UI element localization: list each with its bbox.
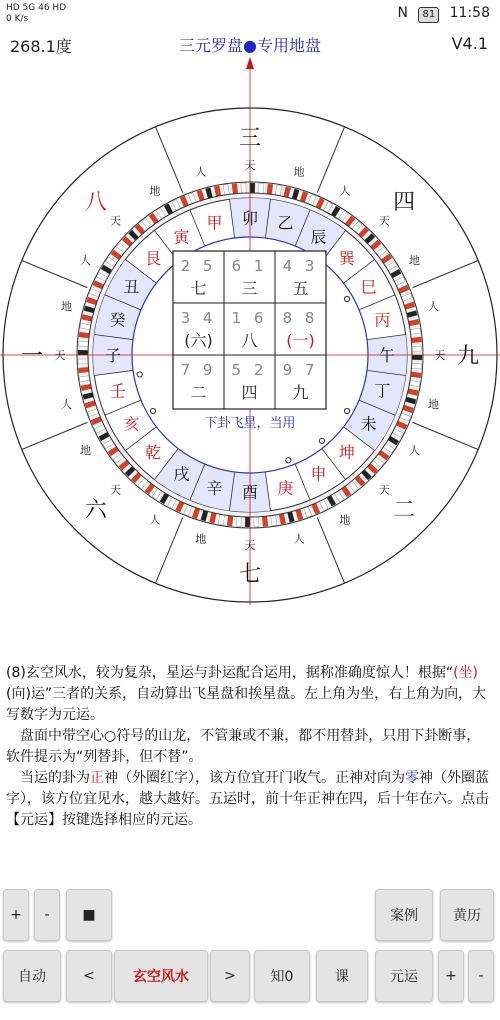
grid-stars: 3 4: [180, 309, 217, 327]
mountain-label: 卯: [241, 209, 259, 228]
mountain-label: 癸: [109, 310, 126, 330]
outer-sub-label: 天: [244, 159, 256, 172]
outer-sub-label: 地: [60, 299, 72, 313]
checker-tick: [78, 359, 88, 364]
increase-button[interactable]: +: [438, 950, 464, 1002]
prev-button[interactable]: <: [66, 950, 112, 1002]
grid-stars: 9 7: [282, 361, 319, 379]
calendar-button[interactable]: 黄历: [440, 889, 494, 941]
status-bar: [0, 0, 500, 30]
signal-text: HD 5G 46 HD: [6, 3, 67, 13]
needle-arrow-icon: [246, 57, 254, 69]
grid-period-number: 三: [241, 279, 258, 298]
outer-sub-label: 人: [195, 165, 207, 179]
mountain-label: 巳: [360, 277, 377, 297]
outer-sub-label: 人: [293, 532, 305, 546]
grid-period-number: (六): [184, 331, 213, 350]
outer-palace-number: 一: [20, 344, 44, 369]
mountain-label: 酉: [241, 483, 259, 502]
grid-caption: 下卦飞星，当用: [204, 416, 296, 431]
description-text: [6, 663, 494, 831]
network-speed: 0 K/s: [6, 14, 29, 24]
mountain-label: 寅: [173, 227, 190, 247]
checker-tick: [78, 350, 88, 355]
checker-tick: [250, 183, 255, 193]
mountain-label: 乾: [145, 442, 162, 462]
zoom-out-button[interactable]: -: [34, 889, 60, 941]
mountain-label: 未: [360, 414, 377, 434]
grid-stars: 1 6: [231, 309, 268, 327]
clock: 11:58: [449, 5, 490, 21]
mountain-label: 戌: [173, 464, 190, 484]
mountain-label: 乙: [277, 213, 294, 233]
mode-button[interactable]: 玄空风水: [114, 950, 208, 1002]
sector-divider: [155, 127, 182, 193]
checker-tick: [78, 341, 88, 346]
grid-period-number: (一): [286, 331, 315, 350]
outer-palace-number: 三: [238, 126, 262, 151]
hollow-mark: [344, 408, 349, 413]
outer-sub-label: 人: [339, 184, 351, 198]
sector-divider: [22, 260, 88, 287]
grid-stars: 8 8: [282, 309, 319, 327]
outer-sub-label: 地: [293, 165, 305, 179]
signal-indicators: [6, 3, 66, 25]
mountain-label: 丑: [123, 277, 140, 297]
outer-sub-label: 地: [149, 184, 161, 198]
mountain-label: 辛: [206, 478, 223, 498]
grid-period-number: 五: [292, 279, 309, 298]
sector-divider: [317, 518, 344, 584]
outer-sub-label: 天: [244, 539, 256, 552]
sector-divider: [317, 127, 344, 193]
checker-tick: [411, 337, 421, 343]
battery-icon: 81: [418, 7, 439, 23]
yuanyun-button[interactable]: 元运: [375, 950, 433, 1002]
title-bar: [0, 32, 500, 56]
decrease-button[interactable]: -: [468, 950, 494, 1002]
mountain-label: 坤: [338, 442, 355, 462]
outer-sub-label: 天: [378, 214, 390, 228]
cases-button[interactable]: 案例: [375, 889, 433, 941]
sector-divider: [413, 260, 479, 287]
outer-sub-label: 天: [110, 483, 122, 497]
grid-period-number: 九: [292, 383, 309, 402]
mountain-label: 艮: [145, 249, 162, 269]
grid-period-number: 二: [190, 383, 207, 402]
outer-sub-label: 人: [60, 398, 72, 412]
grid-stars: 2 5: [180, 257, 217, 275]
grid-period-number: 四: [241, 383, 258, 402]
mountain-label: 丁: [374, 381, 391, 401]
outer-sub-label: 地: [428, 398, 440, 412]
outer-sub-label: 天: [434, 349, 446, 362]
checker-tick: [412, 346, 422, 351]
outer-sub-label: 人: [149, 513, 161, 527]
checker-tick: [411, 363, 421, 368]
grid-stars: 7 9: [180, 361, 217, 379]
grid-stars: 4 3: [282, 257, 319, 275]
zhi-button[interactable]: 知0: [254, 950, 310, 1002]
outer-palace-number: 六: [84, 498, 107, 524]
luopan-compass[interactable]: [0, 55, 500, 615]
hollow-mark: [137, 372, 142, 377]
sector-divider: [22, 422, 88, 449]
hollow-mark: [286, 458, 291, 463]
grid-stars: 5 2: [231, 361, 268, 379]
checker-tick: [245, 517, 250, 527]
outer-sub-label: 地: [79, 444, 91, 457]
stop-button[interactable]: ■: [66, 889, 112, 941]
mountain-label: 丙: [374, 310, 391, 330]
outer-sub-label: 地: [195, 532, 207, 546]
outer-palace-number: 四: [393, 189, 416, 215]
outer-sub-label: 天: [378, 483, 390, 497]
outer-sub-label: 天: [54, 349, 66, 362]
grid-period-number: 八: [241, 331, 258, 350]
auto-button[interactable]: 自动: [3, 950, 61, 1002]
mountain-label: 亥: [123, 414, 140, 434]
outer-palace-number: 九: [456, 344, 480, 369]
lesson-button[interactable]: 课: [316, 950, 368, 1002]
mountain-label: 庚: [277, 478, 294, 498]
hollow-mark: [319, 438, 324, 443]
outer-sub-label: 人: [428, 299, 440, 313]
grid-stars: 6 1: [231, 257, 268, 275]
checker-tick: [78, 367, 88, 373]
checker-tick: [412, 355, 422, 360]
checker-tick: [232, 183, 238, 193]
outer-palace-number: 二: [393, 498, 416, 524]
mountain-label: 巽: [338, 249, 355, 269]
outer-sub-label: 人: [79, 254, 91, 267]
mountain-label: 午: [378, 346, 396, 365]
next-button[interactable]: >: [210, 950, 250, 1002]
degree-readout: 268.1度: [10, 37, 72, 56]
nfc-icon: N: [397, 5, 408, 21]
mountain-label: 子: [104, 346, 122, 365]
hollow-mark: [150, 408, 155, 413]
grid-period-number: 七: [190, 279, 207, 298]
status-right: [392, 5, 490, 23]
outer-sub-label: 地: [339, 513, 351, 527]
checker-tick: [236, 516, 241, 526]
description-paragraph-2: 盘面中带空心○符号的山龙，不管兼或不兼，都不用替卦，只用下卦断事，软件提示为“列替卦，但不替”。: [6, 728, 481, 765]
mountain-label: 壬: [109, 381, 126, 401]
mountain-label: 甲: [206, 213, 223, 233]
sector-divider: [155, 518, 182, 584]
outer-sub-label: 地: [409, 254, 421, 267]
description-paragraph-1: (8)玄空风水，较为复杂，星运与卦运配合运用，据称准确度惊人！根据“(坐)(向)运”三者的关系，自动算出飞星盘和挨星盘。左上角为坐，右上角为向，大写数字为元运。: [6, 665, 487, 723]
description-paragraph-3: 当运的卦为正神（外圈红字），该方位宜开门收气。正神对向为零神（外圈蓝字），该方位宜见水，越大越好。五运时，前十年正神在四，后十年在六。点击【元运】按键选择相应的元运。: [6, 770, 489, 828]
checker-tick: [254, 517, 259, 527]
outer-palace-number: 八: [84, 189, 107, 215]
checker-tick: [241, 183, 246, 193]
zoom-in-button[interactable]: +: [3, 889, 29, 941]
checker-tick: [258, 183, 263, 193]
hollow-mark: [344, 296, 349, 301]
outer-sub-label: 天: [110, 214, 122, 228]
mountain-label: 辰: [310, 227, 327, 247]
version-label: V4.1: [451, 34, 488, 53]
sector-divider: [413, 422, 479, 449]
outer-palace-number: 七: [238, 562, 262, 587]
mountain-label: 申: [310, 464, 327, 484]
page-title: 三元罗盘●专用地盘: [179, 36, 321, 55]
checker-tick: [262, 516, 268, 526]
outer-sub-label: 人: [409, 444, 421, 457]
